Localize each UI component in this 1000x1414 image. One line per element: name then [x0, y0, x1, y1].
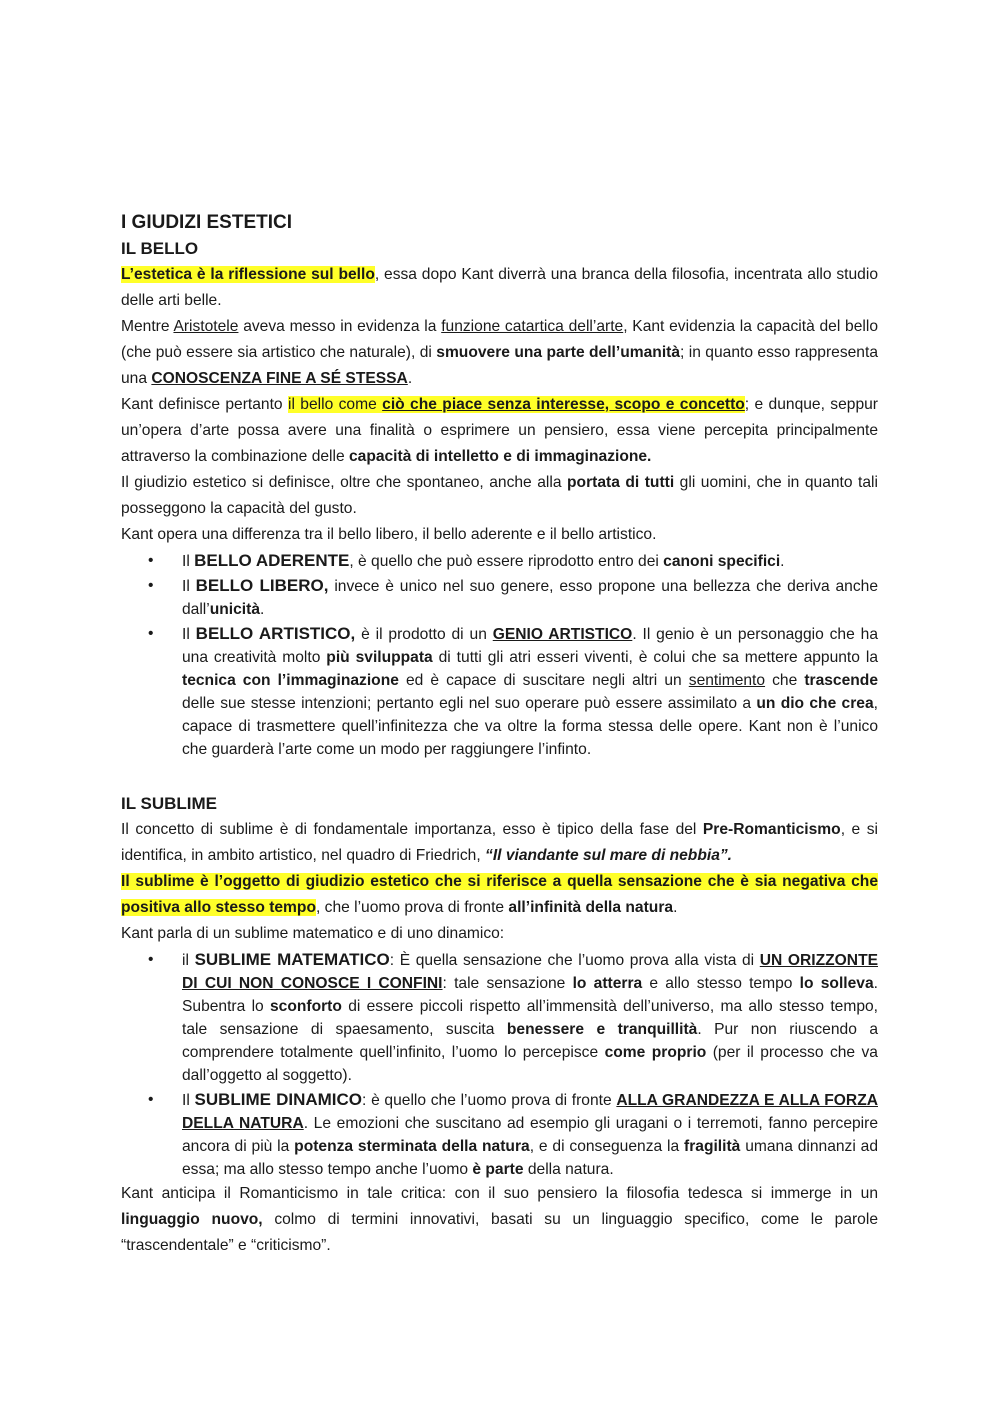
bello-paragraph-4: Il giudizio estetico si definisce, oltre che spontaneo, anche alla portata di tutti gli uomini, che in quanto tali posseggono la capacità del gusto. — [121, 474, 878, 517]
bold-term: unicità — [209, 601, 261, 618]
list-term: BELLO LIBERO, — [195, 576, 329, 595]
bold-term: all’infinità della natura — [508, 899, 674, 916]
bold-term: smuovere una parte dell’umanità — [436, 344, 681, 361]
bold-term: come proprio — [604, 1044, 707, 1061]
document-title: I GIUDIZI ESTETICI — [121, 212, 293, 233]
bold-term: fragilità — [684, 1138, 741, 1155]
bold-term: è parte — [472, 1161, 524, 1178]
bello-paragraph-2: Mentre Aristotele aveva messo in evidenza la funzione catartica dell’arte, Kant evidenzia la capacità del bello (che può essere sia artistico che naturale), di smuovere una parte dell’umanità; in quanto esso rappresenta una CONOSCENZA FINE A SÉ STESSA. — [121, 318, 879, 387]
bullet-icon: • — [148, 1091, 154, 1108]
bullet-icon: • — [148, 625, 154, 642]
list-item: • Il BELLO LIBERO, invece è unico nel suo genere, esso propone una bellezza che deriva anche dall’unicità. — [148, 576, 878, 618]
list-item: • Il BELLO ADERENTE, è quello che può essere riprodotto entro dei canoni specifici. — [148, 551, 785, 570]
bullet-icon: • — [148, 577, 154, 594]
bold-term: canoni specifici — [663, 553, 781, 570]
section-heading-sublime: IL SUBLIME — [121, 794, 218, 813]
bullet-icon: • — [148, 951, 154, 968]
bello-paragraph-5: Kant opera una differenza tra il bello libero, il bello aderente e il bello artistico. — [121, 526, 657, 543]
list-item: • il SUBLIME MATEMATICO: È quella sensazione che l’uomo prova alla vista di UN ORIZZONTE DI CUI NON CONOSCE I CONFINI: tale sensazione lo atterra e allo stesso tempo lo solleva. Subentra lo sconforto di essere piccoli rispetto all’immensità dell’universo, ma allo stesso tempo, tale sensazione di spaesamento, suscita benessere e tranquillità. Pur non riuscendo a comprendere totalmente quell’infinito, l’uomo lo percepisce come proprio (per il processo che va dall’oggetto al soggetto). — [148, 950, 878, 1084]
sublime-paragraph-1: Il concetto di sublime è di fondamentale importanza, esso è tipico della fase del Pre-Romanticismo, e si identifica, in ambito artistico, nel quadro di Friedrich, “Il viandante sul mare di nebbia”. — [121, 821, 878, 864]
bello-paragraph-3: Kant definisce pertanto il bello come ciò che piace senza interesse, scopo e concetto; e dunque, seppur un’opera d’arte possa avere una finalità o esprimere un pensiero, essa viene percepita principalmente attraverso la combinazione delle capacità di intelletto e di immaginazione. — [121, 396, 878, 465]
bold-term: lo atterra — [572, 975, 643, 992]
list-term: SUBLIME MATEMATICO — [194, 950, 390, 969]
bold-term: un dio che crea — [756, 695, 874, 712]
sublime-list — [121, 948, 878, 1181]
bold-term: capacità di intelletto e di immaginazione. — [348, 448, 652, 465]
highlight-definition: Il sublime è l’oggetto di giudizio estetico che si riferisce a quella sensazione che è sia negativa che positiva allo stesso tempo — [121, 873, 878, 916]
highlight-text: il bello come — [287, 396, 383, 413]
bold-term: linguaggio nuovo, — [121, 1211, 263, 1228]
sublime-paragraph-3: Kant parla di un sublime matematico e di uno dinamico: — [121, 925, 505, 942]
sublime-paragraph-2: Il sublime è l’oggetto di giudizio estetico che si riferisce a quella sensazione che è sia negativa che positiva allo stesso tempo, che l’uomo prova di fronte all’infinità della natura. — [121, 873, 878, 916]
list-term: BELLO ADERENTE — [194, 551, 350, 570]
bold-term: benessere e tranquillità — [506, 1021, 698, 1038]
list-term: BELLO ARTISTICO, — [195, 624, 356, 643]
section-heading-bello: IL BELLO — [121, 239, 199, 258]
bold-term: lo solleva — [799, 975, 874, 992]
bold-underlined-term: ALLA GRANDEZZA E ALLA FORZA DELLA NATURA — [182, 1092, 878, 1132]
section-spacer — [121, 761, 878, 791]
bold-underlined-term: GENIO ARTISTICO — [492, 626, 633, 643]
underlined-term: Aristotele — [173, 318, 239, 335]
bold-term: sconforto — [270, 998, 342, 1015]
bold-term: Pre-Romanticismo — [702, 821, 841, 838]
bold-term: portata di tutti — [567, 474, 675, 491]
bold-term: trascende — [804, 672, 879, 689]
document-page — [121, 210, 878, 1259]
list-item: • Il BELLO ARTISTICO, è il prodotto di un GENIO ARTISTICO. Il genio è un personaggio che ha una creatività molto più sviluppata di tutti gli atri esseri viventi, è colui che sa mettere appunto la tecnica con l’immaginazione ed è capace di suscitare negli altri un sentimento che trascende delle sue stesse intenzioni; pertanto egli nel suo operare può essere assimilato a un dio che crea, capace di trasmettere quell’infinitezza che va oltre la forma stessa delle opere. Kant non è l’unico che guarderà l’arte come un modo per raggiungere l’infinto. — [148, 624, 879, 758]
highlight-text: L’estetica è la riflessione sul bello — [121, 266, 375, 283]
underlined-term: sentimento — [688, 672, 766, 689]
bold-term: tecnica con l’immaginazione — [182, 672, 399, 689]
bullet-icon: • — [148, 552, 154, 569]
bello-list — [121, 549, 878, 761]
bello-paragraph-1: L’estetica è la riflessione sul bello, essa dopo Kant diverrà una branca della filosofia, incentrata allo studio delle arti belle. — [121, 266, 878, 309]
list-item: • Il SUBLIME DINAMICO: è quello che l’uomo prova di fronte ALLA GRANDEZZA E ALLA FORZA DELLA NATURA. Le emozioni che suscitano ad esempio gli uragani o i terremoti, fanno percepire ancora di più la potenza sterminata della natura, e di conseguenza la fragilità umana dinnanzi ad essa; ma allo stesso tempo anche l’uomo è parte della natura. — [148, 1090, 879, 1178]
painting-title: “Il viandante sul mare di nebbia”. — [485, 847, 732, 864]
highlight-definition: ciò che piace senza interesse, scopo e concetto — [382, 396, 745, 413]
sublime-paragraph-4: Kant anticipa il Romanticismo in tale critica: con il suo pensiero la filosofia tedesca si immerge in un linguaggio nuovo, colmo di termini innovativi, basati su un linguaggio specifico, come le parole “trascendentale” e “criticismo”. — [121, 1185, 878, 1254]
underlined-term: funzione catartica dell’arte — [441, 318, 624, 335]
bold-underlined-term: CONOSCENZA FINE A SÉ STESSA — [151, 370, 408, 387]
list-term: SUBLIME DINAMICO — [194, 1090, 363, 1109]
bold-underlined-term: UN ORIZZONTE DI CUI NON CONOSCE I CONFINI — [182, 952, 878, 992]
bold-term: più sviluppata — [326, 649, 433, 666]
bold-term: potenza sterminata della natura — [294, 1138, 530, 1155]
